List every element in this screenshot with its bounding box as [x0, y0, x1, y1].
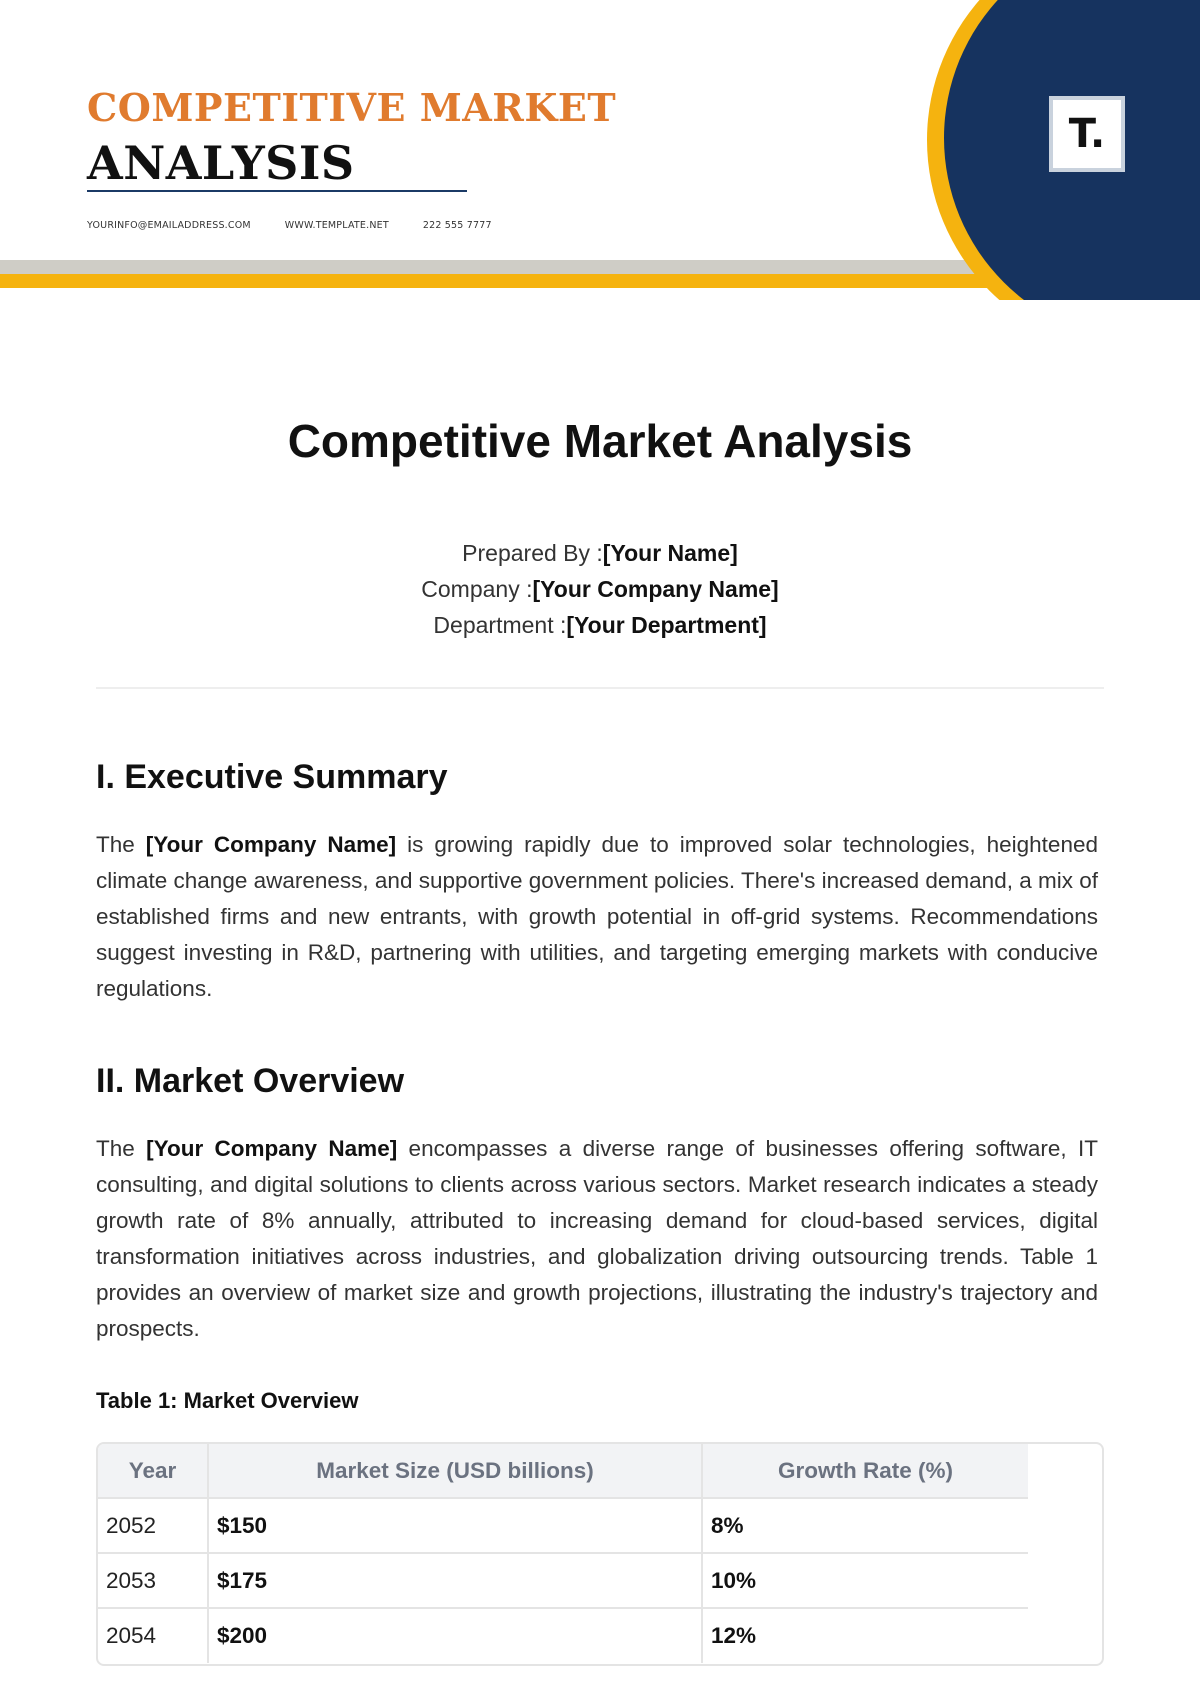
contact-row — [87, 220, 492, 231]
contact-phone: 222 555 7777 — [422, 220, 492, 231]
prepared-by-line — [0, 535, 1200, 571]
header-growth-rate: Growth Rate (%) — [702, 1444, 1028, 1498]
market-overview-intro: The — [96, 1136, 135, 1161]
company-label: Company : — [421, 576, 533, 602]
table-row — [98, 1498, 1028, 1553]
company-value: [Your Company Name] — [532, 576, 779, 602]
market-overview-text: encompasses a diverse range of businesses offering software, IT consulting, and digital solutions to clients across various sectors. Market research indicates a steady growth rate of 8% annually, attributed to increasing demand for cloud-based services, digital transformation initiatives across industries, and globalization driving outsourcing trends. Table 1 provides an overview of market size and growth projections, illustrating the industry's trajectory and prospects. — [96, 1136, 1098, 1341]
cell-market-size: $200 — [208, 1608, 702, 1663]
department-label: Department : — [433, 612, 567, 638]
department-value: [Your Department] — [566, 612, 767, 638]
market-overview-heading: II. Market Overview — [96, 1062, 405, 1100]
page-title: Competitive Market Analysis — [287, 415, 913, 467]
market-overview-table — [96, 1442, 1104, 1666]
document-meta — [0, 535, 1200, 643]
contact-email[interactable]: YOURINFO@EMAILADDRESS.COM — [87, 220, 251, 231]
market-overview-company: [Your Company Name] — [146, 1136, 398, 1161]
cell-year: 2053 — [98, 1553, 208, 1608]
prepared-by-value: [Your Name] — [602, 540, 738, 566]
header-year: Year — [98, 1444, 208, 1498]
executive-summary-intro: The — [96, 832, 135, 857]
cell-growth-rate: 12% — [711, 1623, 757, 1648]
brand-title-line1: COMPETITIVE MARKET — [87, 85, 617, 130]
market-table — [98, 1444, 1028, 1663]
cell-market-size: $150 — [208, 1498, 702, 1553]
brand-title-line2: ANALYSIS — [87, 136, 355, 190]
cell-year: 2052 — [98, 1498, 208, 1553]
executive-summary-company: [Your Company Name] — [145, 832, 397, 857]
logo-letter: T. — [1068, 111, 1106, 157]
logo — [1049, 96, 1125, 172]
executive-summary-text: is growing rapidly due to improved solar technologies, heightened climate change awareness, and supportive government policies. There's increased demand, a mix of established firms and new entrants, with growth potential in off-grid systems. Recommendations suggest investing in R&D, partnering with utilities, and targeting emerging markets with conducive regulations. — [96, 832, 1098, 1001]
executive-summary-heading: I. Executive Summary — [96, 758, 448, 796]
cell-growth-rate: 8% — [702, 1498, 1028, 1553]
table-row — [98, 1553, 1028, 1608]
brand-underline — [87, 190, 467, 192]
header-banner — [0, 0, 1200, 300]
cell-growth-rate: 10% — [702, 1553, 1028, 1608]
table-row — [98, 1608, 1028, 1663]
cell-market-size: $175 — [208, 1553, 702, 1608]
department-line — [0, 607, 1200, 643]
company-line — [0, 571, 1200, 607]
header-market-size: Market Size (USD billions) — [208, 1444, 702, 1498]
table-header-row — [98, 1444, 1028, 1498]
table-caption: Table 1: Market Overview — [96, 1388, 359, 1413]
section-divider — [96, 687, 1104, 689]
executive-summary-paragraph — [96, 827, 1098, 1007]
market-overview-paragraph — [96, 1131, 1098, 1347]
prepared-by-label: Prepared By : — [462, 540, 603, 566]
cell-year: 2054 — [98, 1608, 208, 1663]
contact-website[interactable]: WWW.TEMPLATE.NET — [284, 220, 389, 231]
